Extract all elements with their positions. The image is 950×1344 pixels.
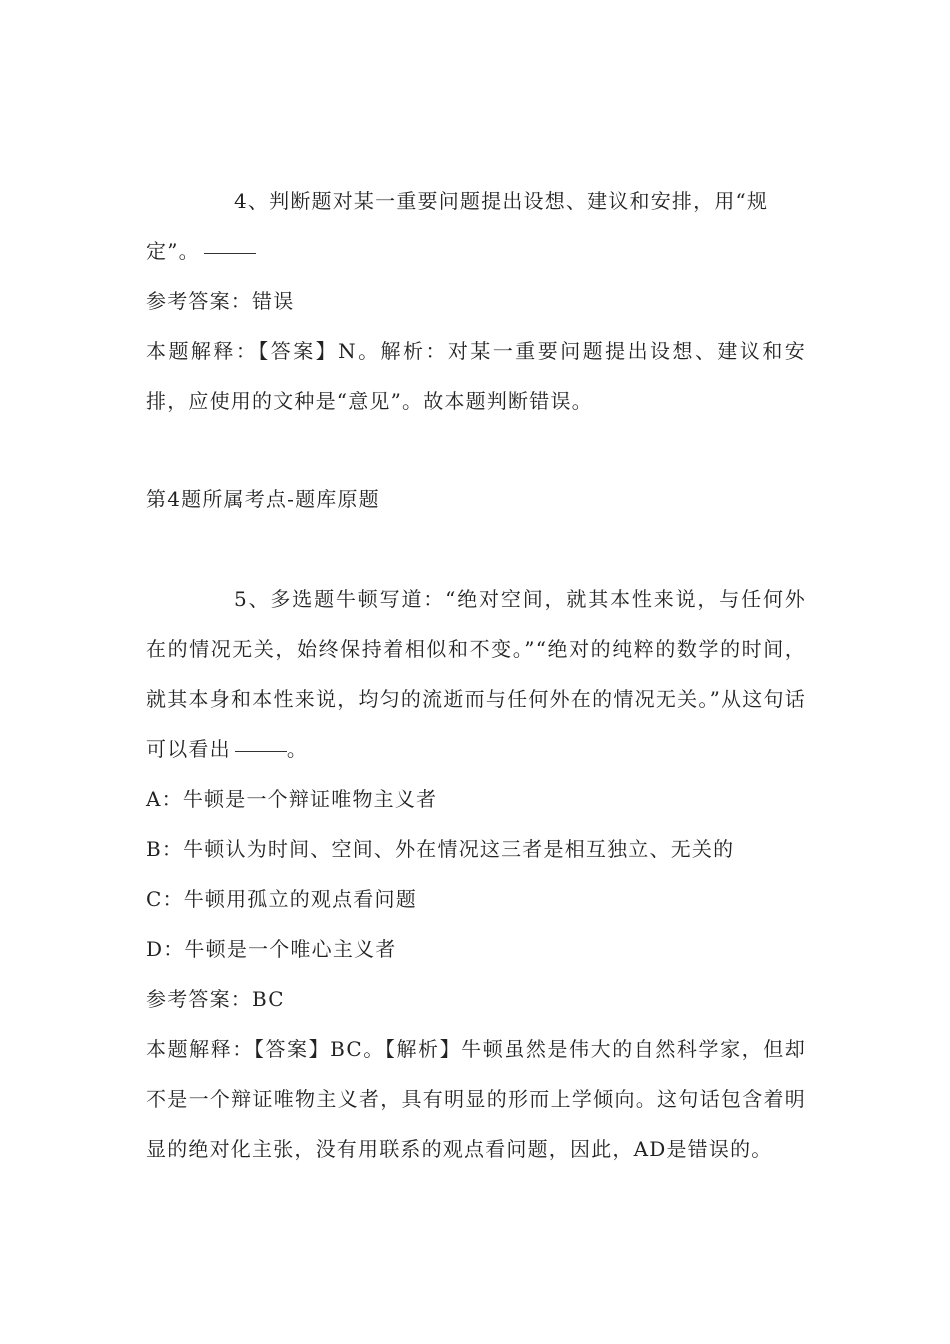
question-4-answer: 参考答案：错误 [146, 289, 295, 313]
question-5-answer: 参考答案：BC [146, 987, 285, 1011]
answer-blank [204, 252, 256, 254]
question-5 [146, 574, 806, 1174]
knowledge-point: 第4题所属考点-题库原题 [146, 487, 380, 511]
question-5-stem [146, 574, 806, 774]
question-4-explanation: 本题解释：【答案】N。解析：对某一重要问题提出设想、建议和安排，应使用的文种是“意见”。故本题判断错误。 [146, 339, 806, 413]
question-4 [146, 176, 806, 426]
option-d: D：牛顿是一个唯心主义者 [146, 937, 397, 961]
question-5-explanation: 本题解释：【答案】BC。【解析】牛顿虽然是伟大的自然科学家，但却不是一个辩证唯物主义者，具有明显的形而上学倾向。这句话包含着明显的绝对化主张，没有用联系的观点看问题，因此，AD是错误的。 [146, 1037, 806, 1161]
document-content [146, 176, 806, 1174]
option-a: A：牛顿是一个辩证唯物主义者 [146, 787, 438, 811]
question-5-stem-end: 。 [286, 737, 309, 761]
question-4-stem-line2: 定”。 [146, 239, 200, 263]
question-4-stem [146, 176, 806, 276]
option-c: C：牛顿用孤立的观点看问题 [146, 887, 417, 911]
question-5-stem-text: 5、多选题牛顿写道：“绝对空间，就其本性来说，与任何外在的情况无关，始终保持着相似和不变。”“绝对的纯粹的数学的时间，就其本身和本性来说，均匀的流逝而与任何外在的情况无关。”从这句话可以看出 [146, 587, 806, 761]
option-b: B：牛顿认为时间、空间、外在情况这三者是相互独立、无关的 [146, 837, 735, 861]
question-4-stem-line1: 4、判断题对某一重要问题提出设想、建议和安排，用“规 [234, 189, 769, 213]
answer-blank [235, 750, 287, 752]
